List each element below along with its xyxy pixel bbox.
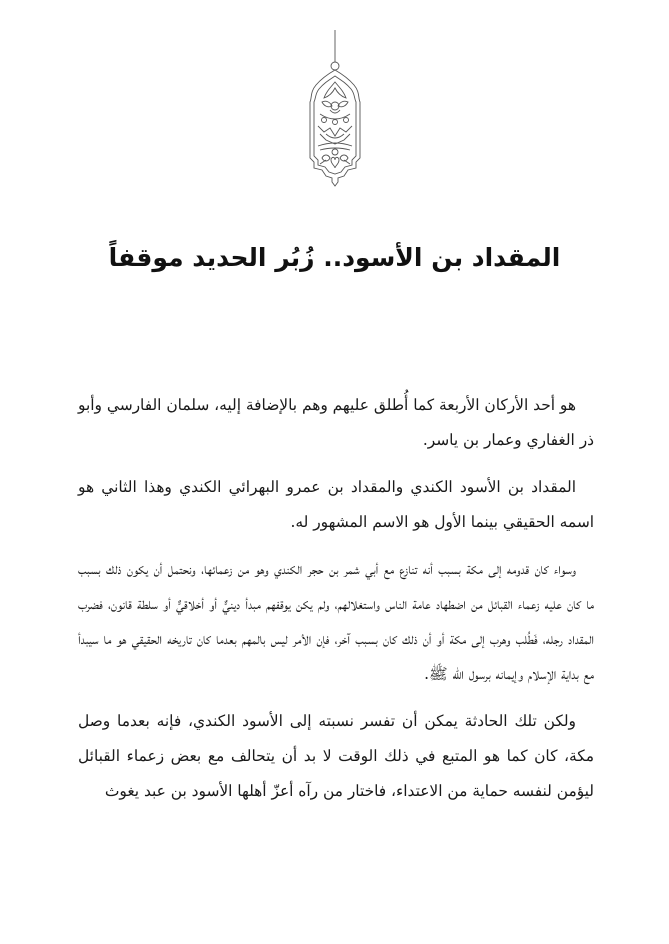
chapter-title: المقداد بن الأسود.. زُبُر الحديد موقفاً — [108, 243, 561, 272]
paragraph: المقداد بن الأسود الكندي والمقداد بن عمرو البهرائي الكندي وهذا الثاني هو اسمه الحقيقي بينما الأول هو الاسم المشهور له. — [78, 478, 594, 531]
hanging-lantern-ornament-icon — [300, 30, 370, 190]
paragraph: وسواء كان قدومه إلى مكة بسبب أنه تنازع مع أبي شمر بن حجر الكندي وهو من زعمائها، ونحتمل أن يكون ذلك بسبب ما كان عليه زعماء القبائل من اضطهاد عامة الناس واستغلالهم، ولم يكن يوقفهم مبدأ دينيٌّ أو أخلاقيٌّ أو سلطة قانون، فضرب المقداد رجله، فَطُلب وهرب إلى مكة أو أن ذلك كان بسبب آخر، فإن الأمر ليس بالمهم بعدما كان تاريخه الحقيقي هو ما سيبدأ مع بداية الإسلام وإيمانه برسول الله ﷺ. — [78, 560, 594, 683]
body-text — [78, 388, 594, 821]
paragraph: ولكن تلك الحادثة يمكن أن تفسر نسبته إلى الأسود الكندي، فإنه بعدما وصل مكة، كان كما هو المتبع في ذلك الوقت لا بد أن يتحالف مع بعض زعماء القبائل ليؤمن لنفسه حماية من الاعتداء، فاختار من رآه أعزّ أهلها الأسود بن عبد يغوث — [78, 712, 594, 800]
paragraph: هو أحد الأركان الأربعة كما أُطلق عليهم وهم بالإضافة إليه، سلمان الفارسي وأبو ذر الغفاري وعمار بن ياسر. — [78, 396, 594, 449]
